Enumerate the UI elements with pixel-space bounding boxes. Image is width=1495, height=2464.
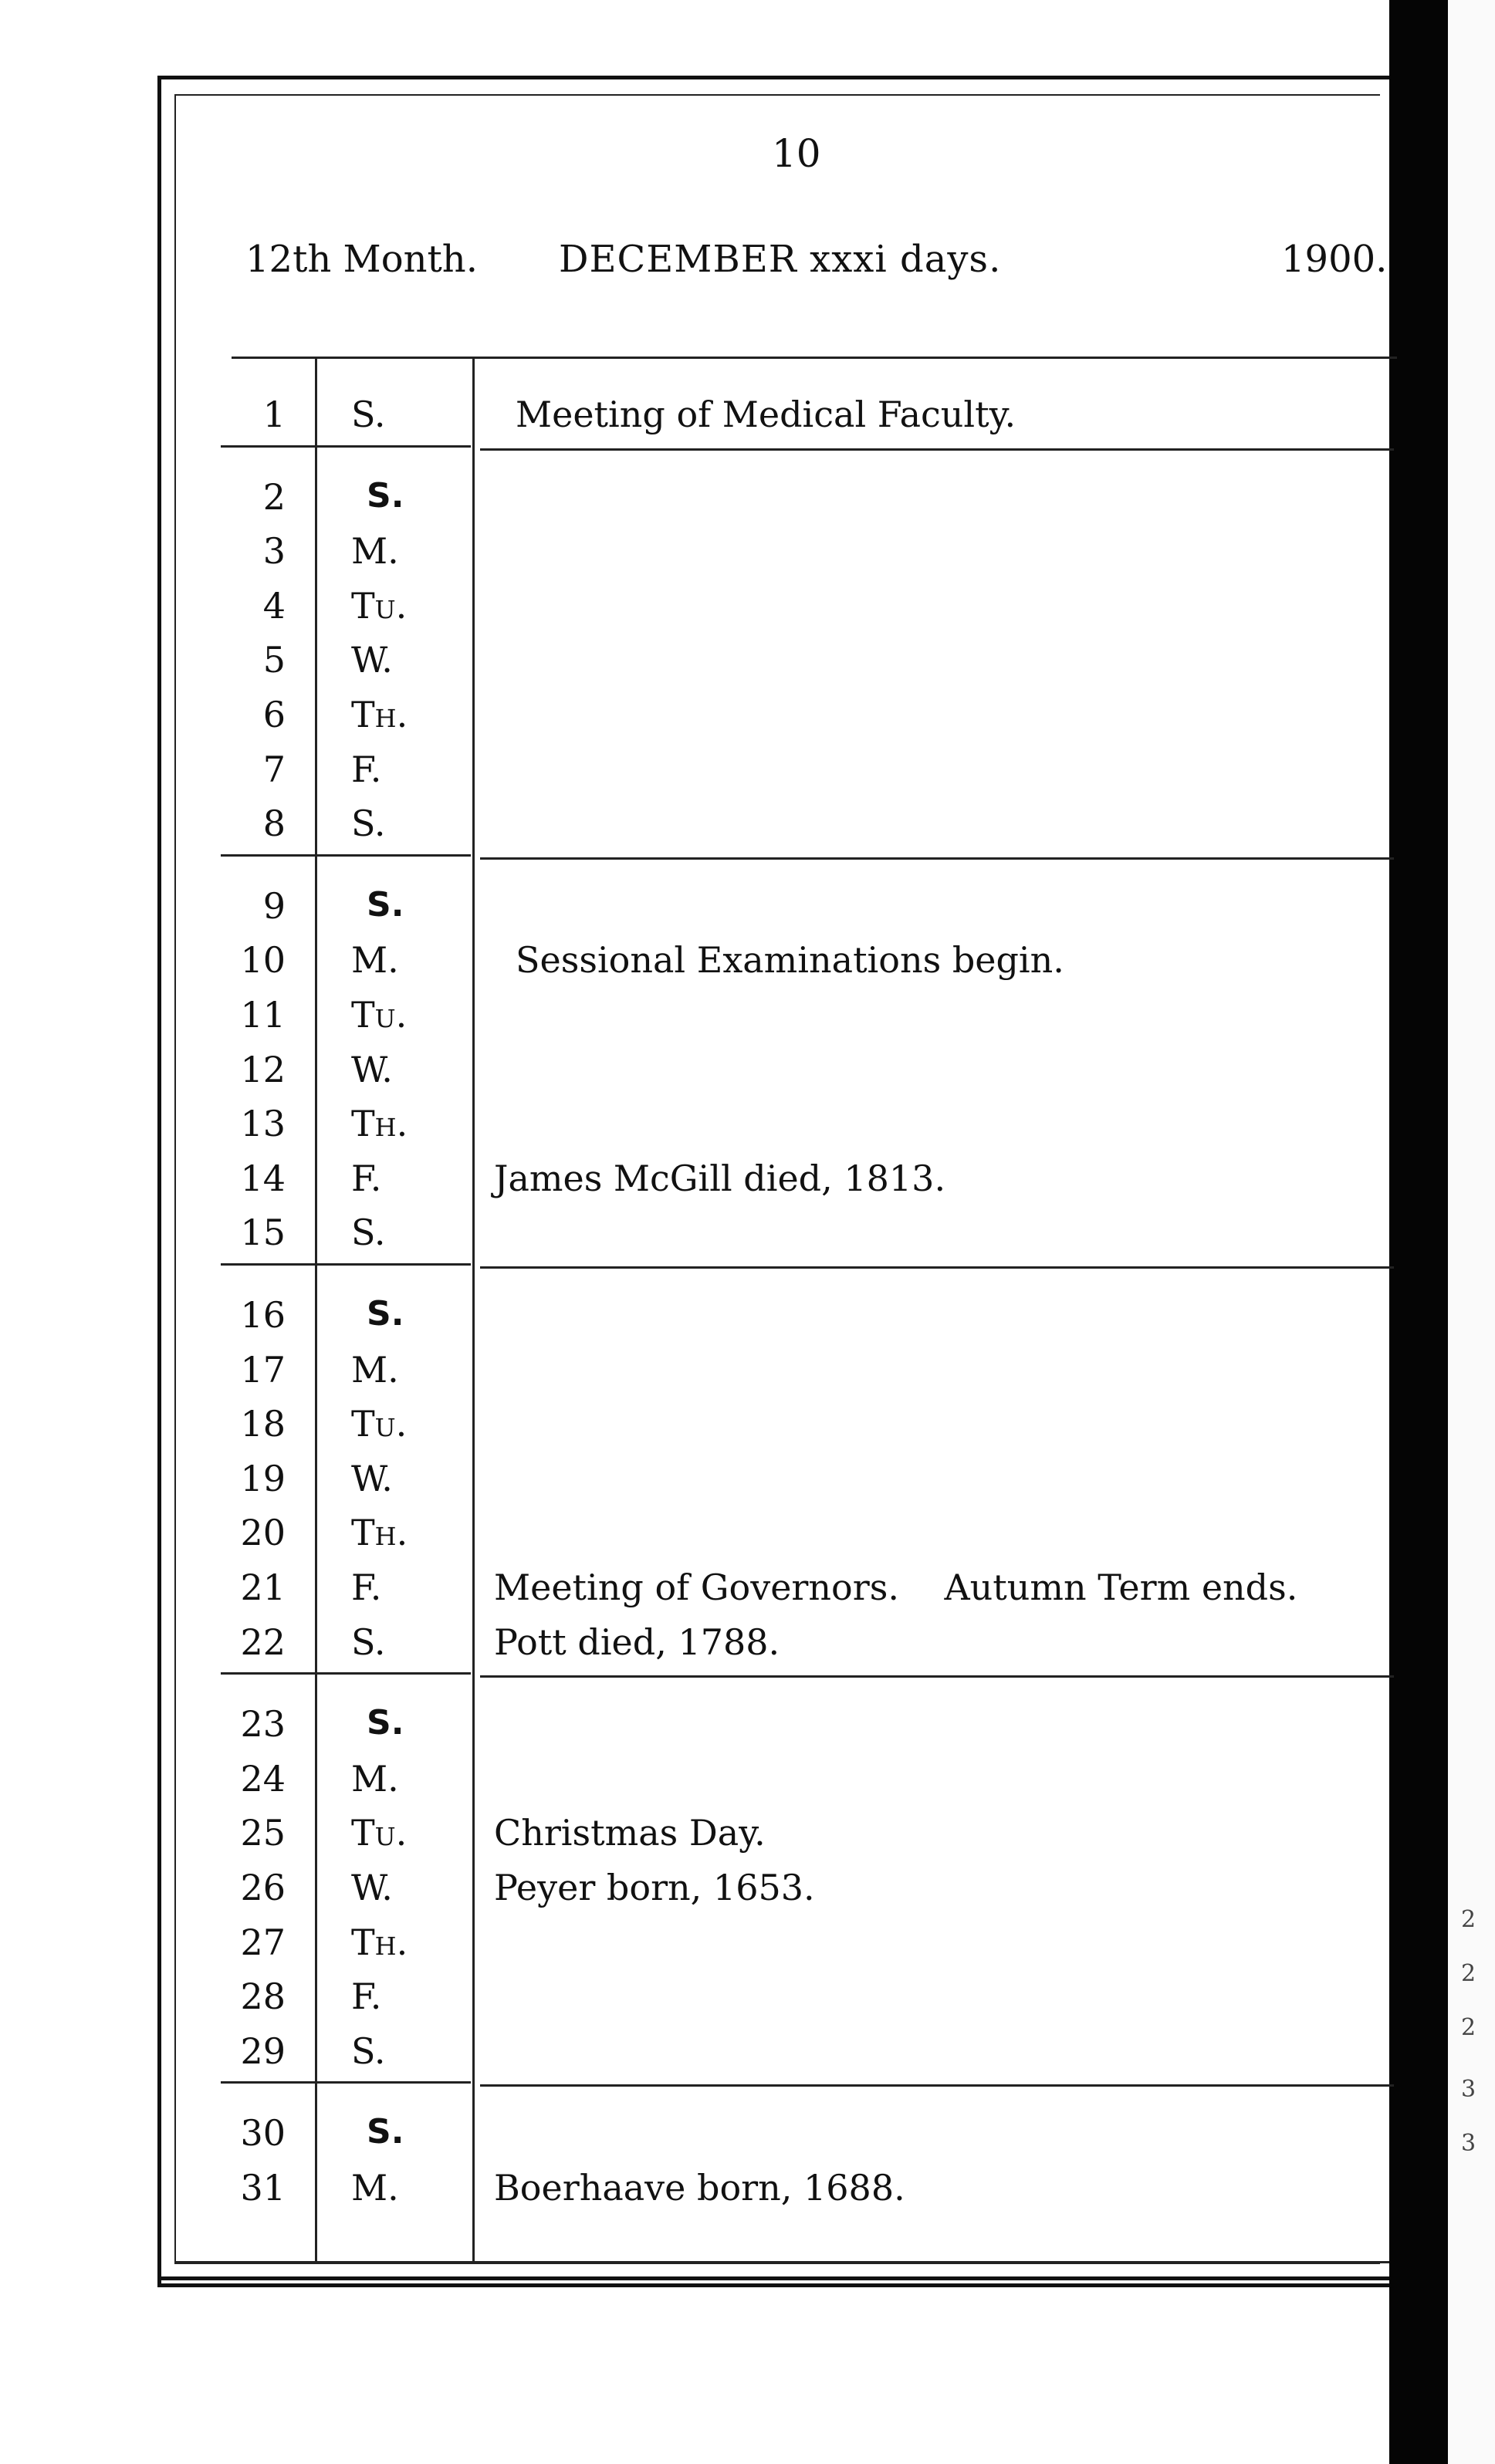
day-number: 16	[240, 1294, 286, 1336]
weekday: S.	[351, 1212, 386, 1254]
day-number: 9	[262, 884, 286, 927]
weekday: S.	[367, 884, 404, 924]
calendar-row	[0, 749, 1389, 803]
weekday: Tu.	[351, 1403, 408, 1445]
day-number: 6	[262, 694, 286, 735]
calendar-row	[0, 530, 1389, 584]
calendar-row	[0, 694, 1389, 748]
event-text: Meeting of Governors. Autumn Term ends.	[494, 1567, 1298, 1608]
weekday: S.	[351, 2030, 386, 2072]
day-number: 3	[262, 530, 286, 573]
event-text: James McGill died, 1813.	[494, 1157, 946, 1199]
week-rule	[480, 2084, 1394, 2087]
calendar-row	[0, 2167, 1389, 2221]
day-number: 25	[240, 1812, 286, 1854]
weekday: Th.	[351, 1103, 408, 1145]
event-text: Meeting of Medical Faculty.	[516, 394, 1016, 435]
calendar-row	[0, 1867, 1389, 1921]
weekday: S.	[351, 1621, 386, 1663]
weekday: F.	[351, 1567, 382, 1608]
day-number: 8	[262, 803, 286, 845]
day-number: 18	[240, 1403, 286, 1445]
weekday: S.	[351, 394, 386, 435]
weekday: Th.	[351, 1921, 408, 1963]
calendar-row	[0, 885, 1389, 939]
edge-digit: 3	[1461, 2076, 1476, 2103]
weekday: M.	[351, 1757, 399, 1800]
week-rule	[480, 1266, 1394, 1269]
day-number: 4	[262, 584, 286, 627]
day-number: 31	[240, 2167, 286, 2209]
weekday: Tu.	[351, 1812, 408, 1854]
calendar-row	[0, 939, 1389, 993]
weekday: Th.	[351, 1512, 408, 1554]
day-number: 21	[240, 1567, 286, 1608]
edge-digit: 2	[1461, 1906, 1476, 1933]
day-number: 11	[240, 994, 286, 1036]
weekday: S.	[367, 1703, 404, 1743]
day-number: 29	[240, 2030, 286, 2072]
weekday: S.	[351, 803, 386, 845]
weekday: F.	[351, 1157, 382, 1199]
calendar-row	[0, 1621, 1389, 1675]
weekday: W.	[351, 1867, 393, 1908]
calendar-row	[0, 803, 1389, 857]
weekday: S.	[367, 475, 404, 515]
week-rule	[221, 2081, 471, 2084]
week-rule	[480, 857, 1394, 860]
weekday: M.	[351, 1348, 399, 1391]
week-rule	[221, 1672, 471, 1675]
day-number: 1	[262, 394, 286, 435]
bottom-rule-inner	[174, 2261, 1394, 2263]
calendar-row	[0, 994, 1389, 1048]
edge-digit: 2	[1461, 2014, 1476, 2041]
day-number: 12	[240, 1048, 286, 1090]
calendar-row	[0, 2030, 1389, 2084]
month-label: 12th Month.	[245, 238, 478, 281]
event-text: Sessional Examinations begin.	[516, 939, 1064, 982]
day-number: 2	[262, 475, 286, 518]
week-rule	[221, 445, 471, 448]
event-text: Peyer born, 1653.	[494, 1867, 815, 1908]
calendar-row	[0, 639, 1389, 693]
day-number: 22	[240, 1621, 286, 1663]
event-text: Christmas Day.	[494, 1812, 766, 1854]
calendar-row	[0, 1922, 1389, 1976]
week-rule	[221, 1263, 471, 1266]
calendar-row	[0, 2112, 1389, 2166]
calendar-row	[0, 1403, 1389, 1457]
day-number: 20	[240, 1512, 286, 1554]
edge-digit: 3	[1461, 2130, 1476, 2157]
weekday: F.	[351, 748, 382, 790]
bottom-rule-outer	[157, 2276, 1392, 2280]
day-number: 14	[240, 1157, 286, 1199]
weekday: W.	[351, 1048, 393, 1090]
day-number: 7	[262, 748, 286, 790]
week-rule	[221, 854, 471, 857]
page-number: 10	[772, 131, 821, 176]
weekday: F.	[351, 1976, 382, 2018]
book-spine-shadow	[1389, 0, 1448, 2464]
weekday: M.	[351, 2167, 399, 2209]
calendar-row	[0, 1458, 1389, 1512]
day-number: 24	[240, 1757, 286, 1800]
day-number: 15	[240, 1212, 286, 1254]
weekday: S.	[367, 2112, 404, 2152]
day-number: 5	[262, 639, 286, 681]
calendar-row	[0, 1049, 1389, 1103]
weekday: Tu.	[351, 584, 408, 627]
calendar-row	[0, 1349, 1389, 1403]
calendar-row	[0, 476, 1389, 530]
weekday: W.	[351, 1457, 393, 1499]
day-number: 10	[240, 939, 286, 982]
weekday: Th.	[351, 694, 408, 735]
edge-digit: 2	[1461, 1960, 1476, 1987]
calendar-row	[0, 585, 1389, 639]
calendar-row	[0, 1812, 1389, 1866]
year-label: 1900.	[1281, 238, 1388, 281]
day-number: 19	[240, 1457, 286, 1499]
week-rule	[480, 1675, 1394, 1678]
page-title: DECEMBER xxxi days.	[559, 238, 1002, 281]
day-number: 23	[240, 1703, 286, 1746]
event-text: Pott died, 1788.	[494, 1621, 780, 1663]
weekday: Tu.	[351, 994, 408, 1036]
weekday: W.	[351, 639, 393, 681]
day-number: 13	[240, 1103, 286, 1145]
table-top-rule	[232, 357, 1397, 359]
calendar-row	[0, 1567, 1389, 1621]
calendar-row	[0, 1294, 1389, 1348]
calendar-row	[0, 1512, 1389, 1566]
weekday: M.	[351, 939, 399, 982]
calendar-row	[0, 1212, 1389, 1266]
event-text: Boerhaave born, 1688.	[494, 2167, 905, 2209]
weekday: S.	[367, 1294, 404, 1333]
day-number: 30	[240, 2112, 286, 2155]
week-rule	[480, 448, 1394, 451]
calendar-row	[0, 1758, 1389, 1812]
calendar-row	[0, 1703, 1389, 1757]
day-number: 26	[240, 1867, 286, 1908]
weekday: M.	[351, 530, 399, 573]
calendar-row	[0, 1158, 1389, 1212]
day-number: 27	[240, 1921, 286, 1963]
day-number: 17	[240, 1348, 286, 1391]
calendar-row	[0, 394, 1389, 448]
day-number: 28	[240, 1976, 286, 2018]
calendar-row	[0, 1103, 1389, 1157]
calendar-row	[0, 1976, 1389, 2030]
